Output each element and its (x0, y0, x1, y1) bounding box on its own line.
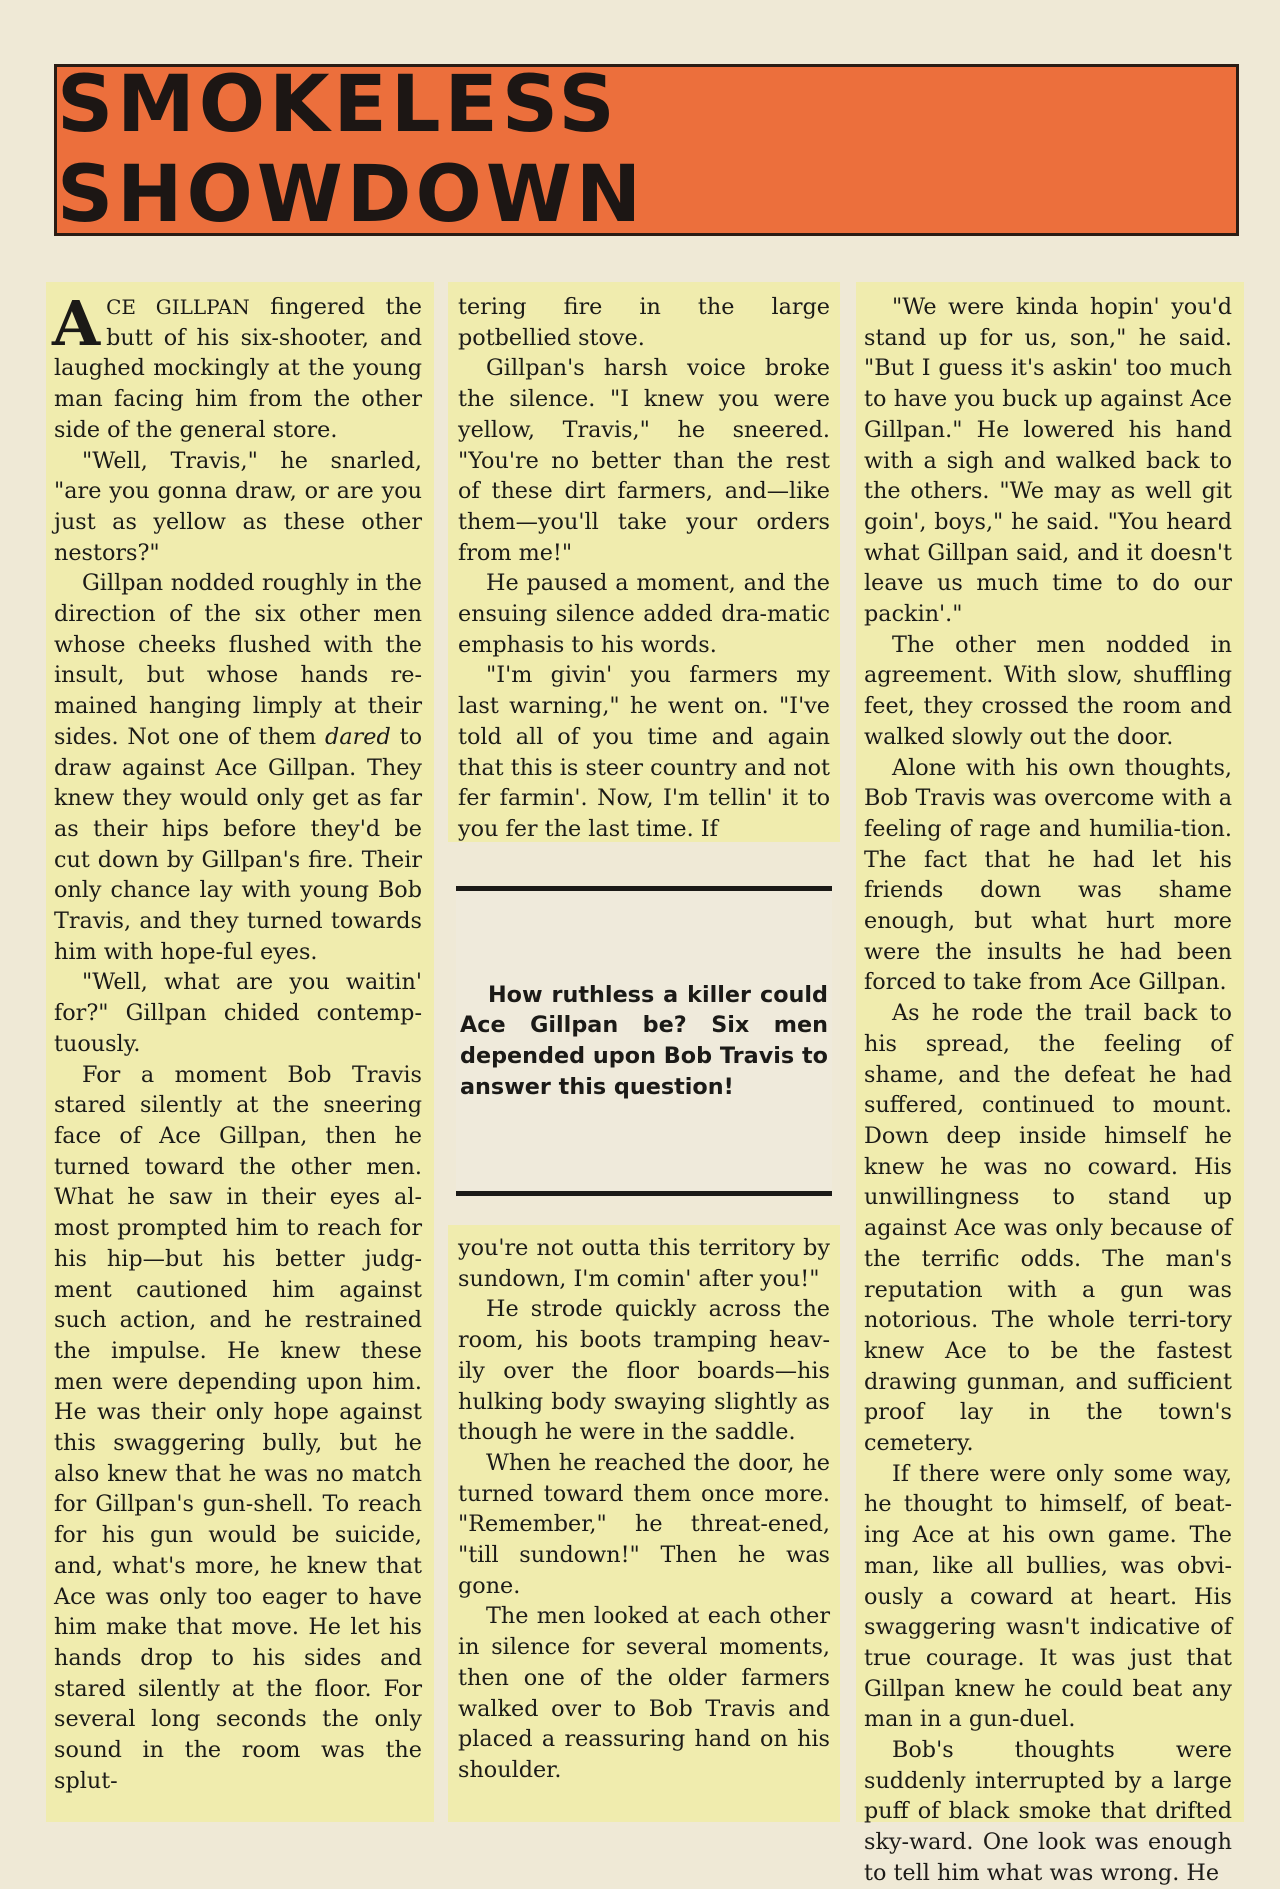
paragraph: "Well, what are you waitin' for?" Gillpan chided contemp-tuously. (54, 969, 422, 1057)
pull-quote: How ruthless a killer could Ace Gillpan be? Six men depended upon Bob Travis to answer this question! (460, 981, 828, 1100)
lead-in: CE GILLPAN (106, 295, 250, 319)
title-banner (54, 60, 1239, 240)
drop-cap: A (52, 287, 101, 360)
paragraph: tering fire in the large potbellied stove. (458, 294, 830, 351)
paragraph-text: Gillpan nodded roughly in the direction of the six other men whose cheeks flushed with the insult, but whose hands re-mained hanging limply at their sides. Not one of them (54, 570, 422, 750)
paragraph: "We were kinda hopin' you'd stand up for us, son," he said. "But I guess it's askin' too much to have you buck up against Ace Gillpan." He lowered his hand with a sigh and walked back to the others. "We may as well git goin', boys," he said. "You heard what Gillpan said, and it doesn't leave us much time to do our packin'." (864, 294, 1232, 628)
paragraph: He paused a moment, and the ensuing silence added dra-matic emphasis to his words. (458, 570, 830, 658)
paragraph: "Well, Travis," he snarled, "are you gonna draw, or are you just as yellow as these other nestors?" (54, 447, 422, 566)
paragraph: When he reached the door, he turned toward them once more. "Remember," he threat-ened, "till sundown!" Then he was gone. (458, 1449, 830, 1599)
paragraph (52, 287, 422, 446)
paragraph (54, 568, 422, 967)
paragraph: Bob's thoughts were suddenly interrupted by a large puff of black smoke that drifted sky-ward. One look was enough to tell him what was wrong. He (864, 1737, 1232, 1886)
text-column-3 (856, 282, 1244, 1886)
paragraph: He strode quickly across the room, his boots tramping heav-ily over the floor boards—his hulking body swaying slightly as though he were in the saddle. (458, 1296, 830, 1446)
emphasis: dared (325, 723, 391, 750)
paragraph: For a moment Bob Travis stared silently at the sneering face of Ace Gillpan, then he turned toward the other men. What he saw in their eyes al-most prompted him to reach for his hip—but his better judg-ment cautioned him against such action, and he restrained the impulse. He knew these men were depending upon him. He was their only hope against this swaggering bully, but he also knew that he was no match for Gillpan's gun-shell. To reach for his gun would be suicide, and, what's more, he knew that Ace was only too eager to have him make that move. He let his hands drop to his sides and stared silently at the floor. For several long seconds the only sound in the room was the splut- (54, 1061, 422, 1794)
paragraph: you're not outta this territory by sundown, I'm comin' after you!" (458, 1235, 830, 1292)
paragraph: The other men nodded in agreement. With slow, shuffling feet, they crossed the room and walked slowly out the door. (864, 631, 1232, 750)
paragraph: "I'm givin' you farmers my last warning," he went on. "I've told all of you time and again that this is steer country and not fer farmin'. Now, I'm tellin' it to you fer the last time. If (458, 662, 830, 842)
column-2-top (448, 282, 840, 842)
paragraph: The men looked at each other in silence for several moments, then one of the older farmers walked over to Bob Travis and placed a reassuring hand on his shoulder. (458, 1603, 830, 1783)
pull-quote-box (456, 886, 832, 1196)
paragraph: As he rode the trail back to his spread, the feeling of shame, and the defeat he had suffered, continued to mount. Down deep inside himself he knew he was no coward. His unwillingness to stand up against Ace was only because of the terrific odds. The man's reputation with a gun was notorious. The whole terri-tory knew Ace to be the fastest drawing gunman, and sufficient proof lay in the town's cemetery. (864, 1000, 1232, 1457)
paragraph-text: fingered the butt of his six-shooter, and laughed mockingly at the young man facing him from the other side of the general store. (54, 294, 422, 443)
paragraph-text: to draw against Ace Gillpan. They knew they would only get as far as their hips before they'd be cut down by Gillpan's fire. Their only chance lay with young Bob Travis, and they turned towards him with hope-ful eyes. (54, 723, 422, 965)
text-column-2 (448, 282, 840, 1822)
column-2-bottom (448, 1225, 840, 1822)
paragraph: Gillpan's harsh voice broke the silence. "I knew you were yellow, Travis," he sneered. "You're no better than the rest of these dirt farmers, and—like them—you'll take your orders from me!" (458, 355, 830, 566)
story-title: SMOKELESS SHOWDOWN (57, 60, 646, 240)
paragraph: If there were only some way, he thought to himself, of beat-ing Ace at his own game. The man, like all bullies, was obvi-ously a coward at heart. His swaggering wasn't indicative of true courage. It was just that Gillpan knew he could beat any man in a gun-duel. (864, 1460, 1232, 1733)
paragraph: Alone with his own thoughts, Bob Travis was overcome with a feeling of rage and humilia-tion. The fact that he had let his friends down was shame enough, but what hurt more were the insults he had been forced to take from Ace Gillpan. (864, 754, 1232, 996)
text-column-1 (46, 282, 434, 1822)
